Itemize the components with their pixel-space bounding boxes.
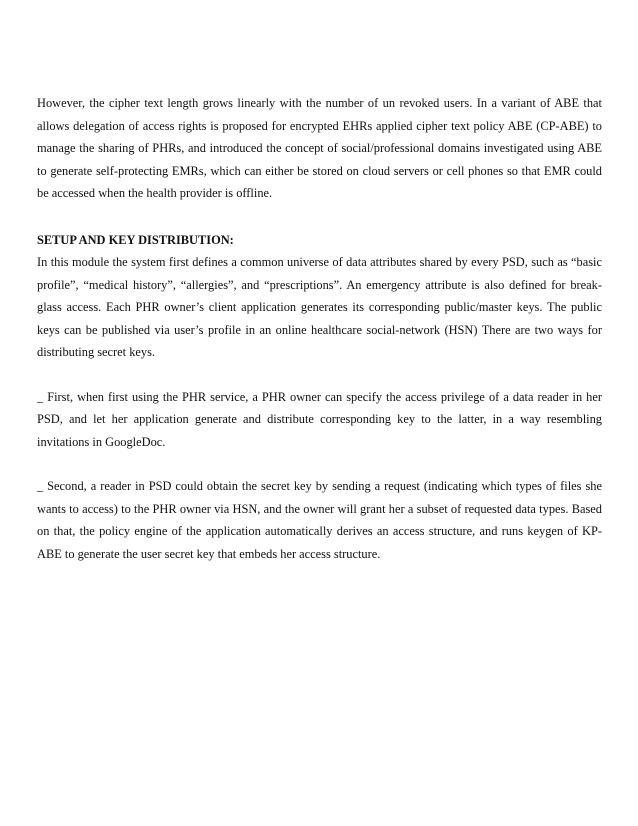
paragraph-spacer (37, 364, 602, 386)
section-body-paragraph: In this module the system first defines a common universe of data attributes shared by every PSD, such as “basic profile”, “medical history”, “allergies”, and “prescriptions”. An emergency attribute is also defined for break-glass access. Each PHR owner’s client application generates its corresponding public/master keys. The public keys can be published via user’s profile in an online healthcare social-network (HSN) There are two ways for distributing secret keys. (37, 255, 602, 359)
second-point-paragraph: _ Second, a reader in PSD could obtain the secret key by sending a request (indicating which types of files she wants to access) to the PHR owner via HSN, and the owner will grant her a subset of requested data types. Based on that, the policy engine of the application automatically derives an access structure, and runs keygen of KP-ABE to generate the user secret key that embeds her access structure. (37, 479, 602, 561)
first-point-paragraph: _ First, when first using the PHR service, a PHR owner can specify the access privilege of a data reader in her PSD, and let her application generate and distribute corresponding key to the latter, in a way resembling invitations in GoogleDoc. (37, 389, 602, 449)
paragraph-spacer (37, 205, 602, 229)
paragraph-spacer (37, 453, 602, 475)
intro-paragraph: However, the cipher text length grows linearly with the number of un revoked users. In a variant of ABE that allows delegation of access rights is proposed for encrypted EHRs applied cipher text policy ABE (CP-ABE) to manage the sharing of PHRs, and introduced the concept of social/professional domains investigated using ABE to generate self-protecting EMRs, which can either be stored on cloud servers or cell phones so that EMR could be accessed when the health provider is offline. (37, 96, 602, 200)
section-heading: SETUP AND KEY DISTRIBUTION: (37, 232, 234, 247)
document-page (37, 92, 602, 565)
